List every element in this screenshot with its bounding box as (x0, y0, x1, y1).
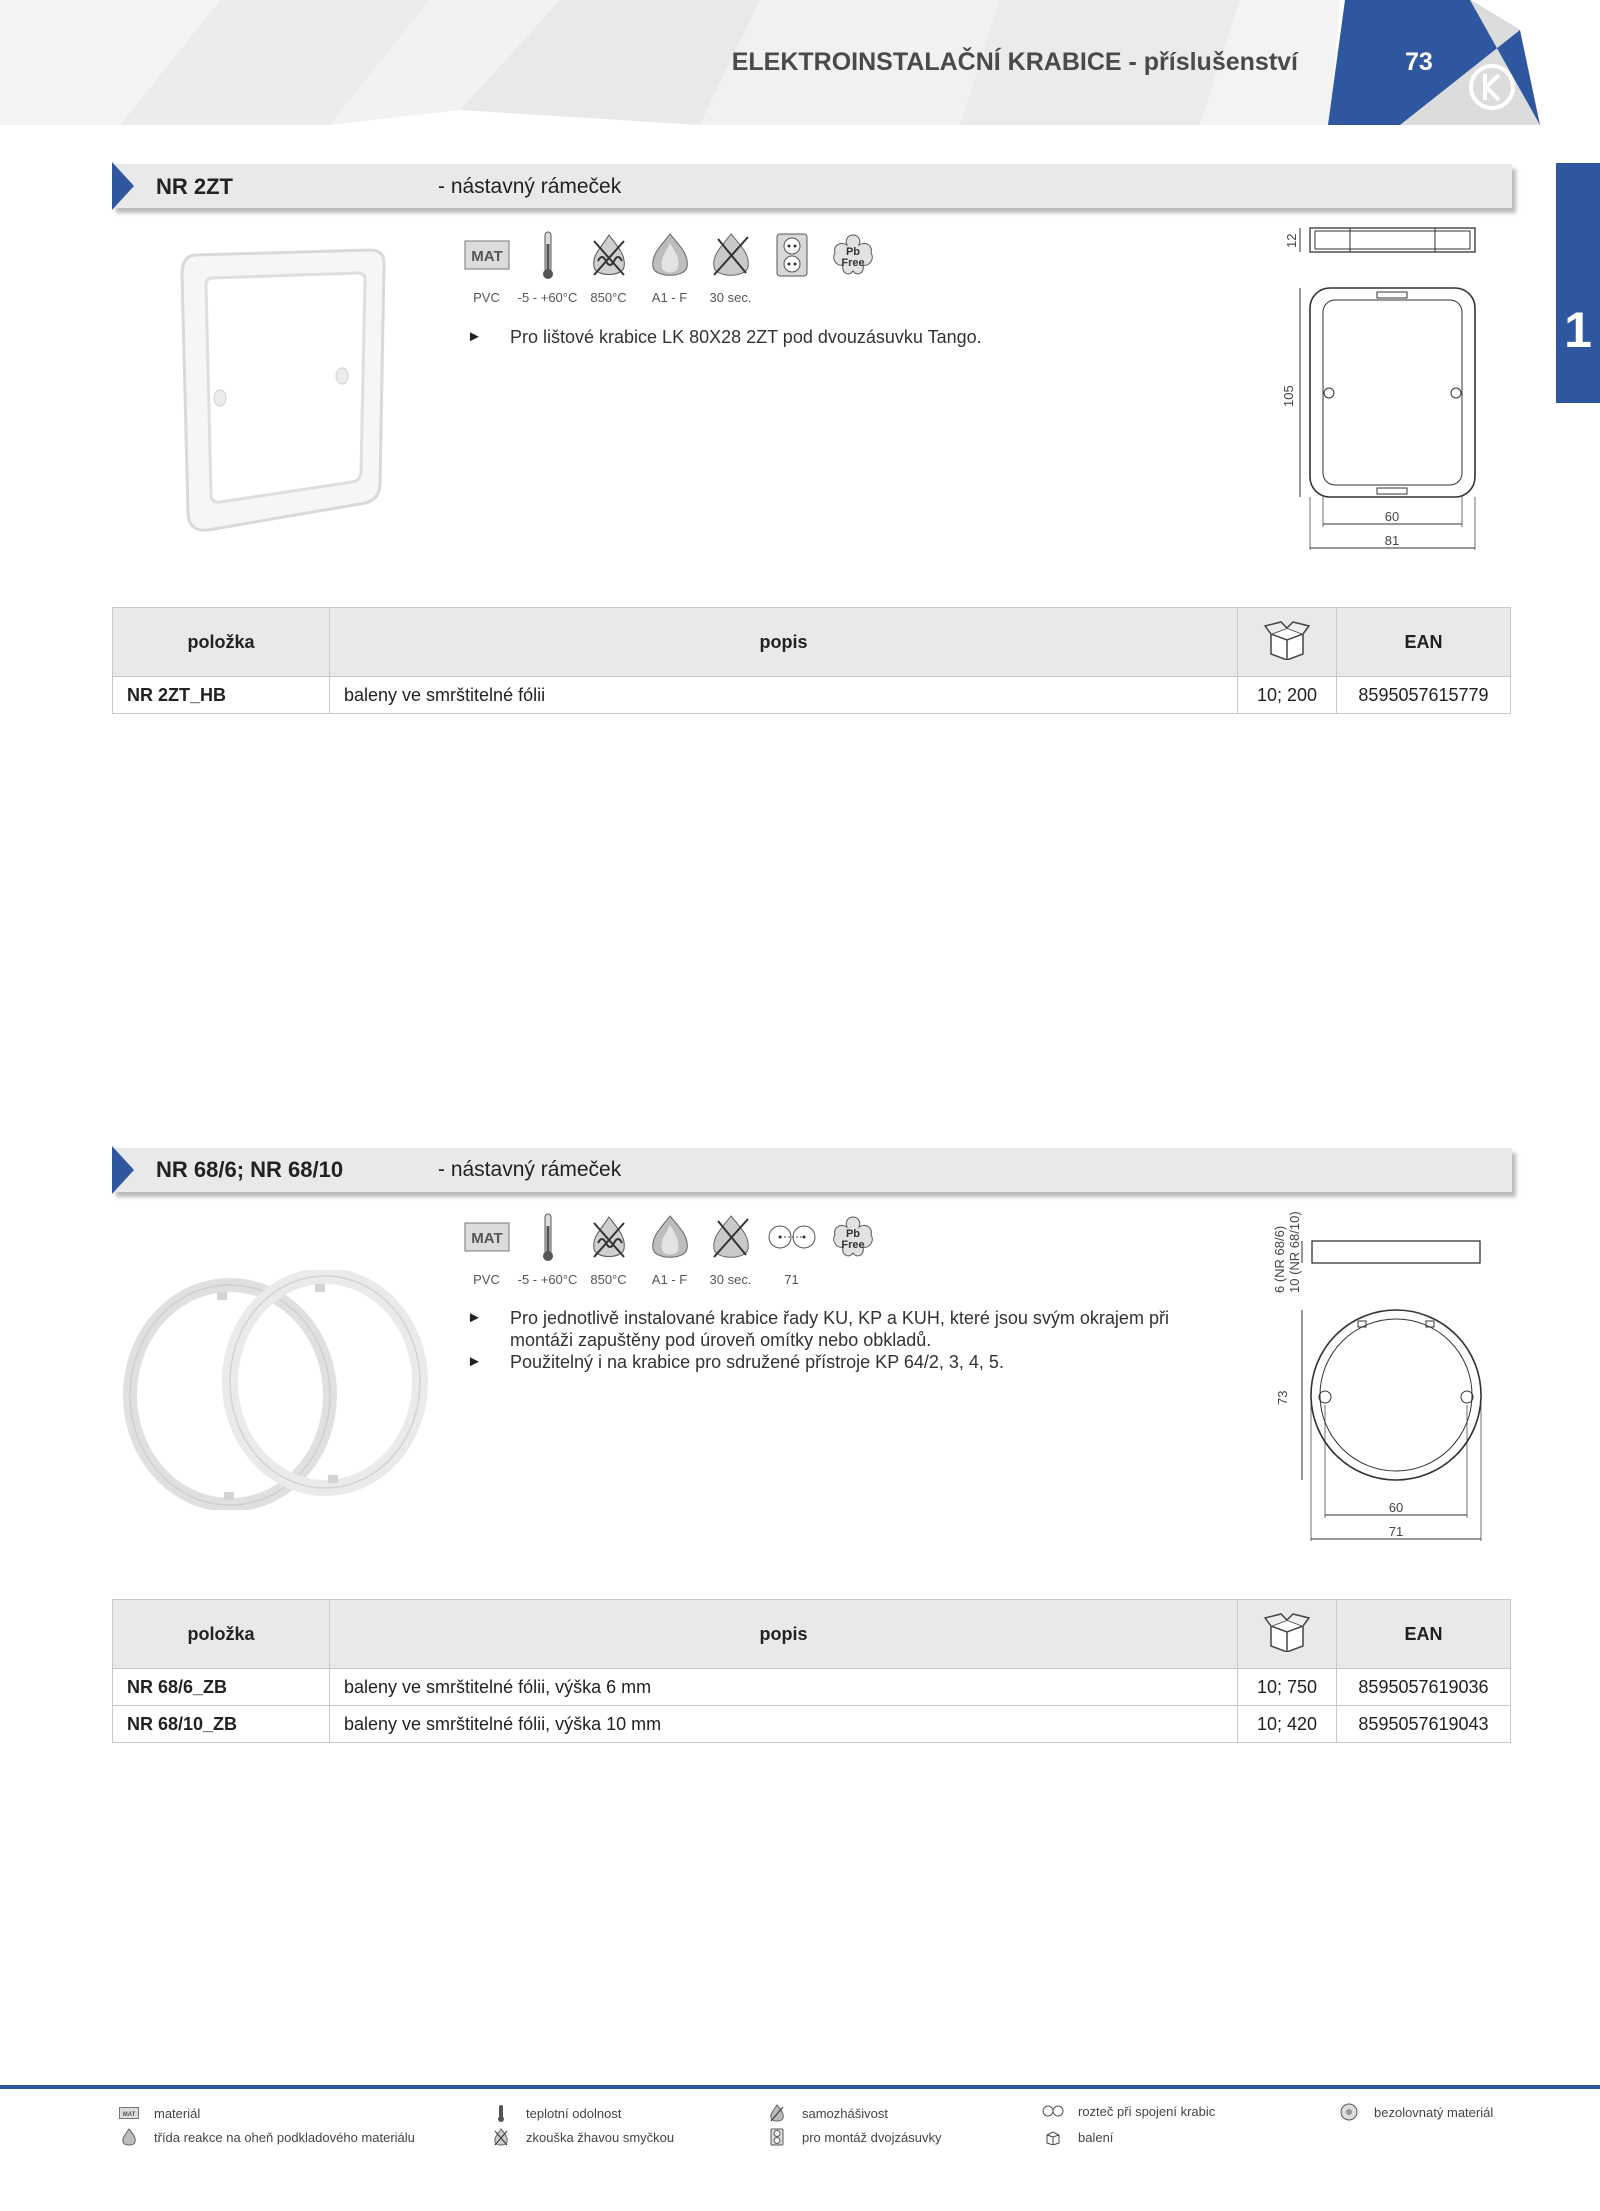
legend-item (766, 2104, 888, 2122)
legend-item (1042, 2128, 1113, 2146)
cell-code: NR 2ZT_HB (113, 677, 330, 714)
page-header-title: ELEKTROINSTALAČNÍ KRABICE - příslušenství (731, 48, 1298, 76)
svg-text:Free: Free (840, 1239, 865, 1251)
icon-label: 850°C (590, 290, 627, 305)
icon-label: 30 sec. (709, 1272, 752, 1287)
cell-pack: 10; 750 (1238, 1669, 1337, 1706)
cell-code: NR 68/6_ZB (113, 1669, 330, 1706)
cell-ean: 8595057619036 (1337, 1669, 1511, 1706)
thermometer-icon (540, 230, 556, 280)
icon-label: A1 - F (651, 290, 688, 305)
product-name: NR 68/6; NR 68/10 (156, 1157, 344, 1182)
frame-product-image (170, 240, 400, 540)
bullet-item: ► Pro jednotlivě instalované krabice řady KU, KP a KUH, které jsou svým okrajem při montáži zapuštěny pod úroveň omítky nebo obkladů. (467, 1307, 1187, 1351)
mat-icon (119, 2107, 139, 2119)
svg-text:MAT: MAT (470, 248, 503, 265)
double-socket-icon (775, 232, 809, 278)
glow-wire-icon (588, 1213, 630, 1261)
section-arrow-icon (112, 1146, 134, 1194)
flame-class-icon (649, 231, 691, 279)
svg-text:Free: Free (840, 257, 865, 269)
legend-item (490, 2128, 674, 2146)
product-table (112, 607, 1511, 714)
cell-ean: 8595057619043 (1337, 1706, 1511, 1743)
spacing-icon (1042, 2105, 1064, 2117)
svg-text:MAT: MAT (470, 1230, 503, 1247)
bullet-list (467, 326, 1187, 348)
col-header-item: položka (113, 1600, 330, 1669)
icon-label: -5 - +60°C (517, 1272, 578, 1287)
legend-label: rozteč při spojení krabic (1078, 2103, 1216, 2119)
legend-item (490, 2104, 621, 2122)
legend-label: teplotní odolnost (526, 2105, 622, 2121)
icon-label: -5 - +60°C (517, 290, 578, 305)
col-header-ean: EAN (1337, 608, 1511, 677)
dim-inner-width: 60 (1388, 1500, 1404, 1515)
dim-inner-width: 60 (1384, 509, 1400, 524)
dim-height-6: 6 (NR 68/6) (1272, 1225, 1287, 1293)
icon-label: 850°C (590, 1272, 627, 1287)
legend-label: materiál (154, 2105, 201, 2121)
property-icons (456, 228, 883, 305)
package-icon (1263, 620, 1311, 660)
self-extinguish-icon (769, 2104, 785, 2122)
cell-desc: baleny ve smrštitelné fólii (330, 677, 1238, 714)
icon-label: A1 - F (651, 1272, 688, 1287)
product-description: - nástavný rámeček (438, 175, 622, 198)
legend-item (1338, 2103, 1493, 2121)
col-header-desc: popis (330, 608, 1238, 677)
col-header-ean: EAN (1337, 1600, 1511, 1669)
thermometer-icon (540, 1212, 556, 1262)
package-icon (1263, 1612, 1311, 1652)
self-extinguish-icon (710, 231, 752, 279)
product-name: NR 2ZT (156, 174, 233, 199)
legend-label: samozhášivost (802, 2105, 888, 2121)
pb-free-icon (829, 1213, 877, 1261)
glow-wire-icon (588, 231, 630, 279)
bullet-item: ► Pro lištové krabice LK 80X28 2ZT pod dvouzásuvku Tango. (467, 326, 1187, 348)
svg-text:MAT: MAT (122, 2112, 136, 2118)
pb-free-icon (829, 231, 877, 279)
col-header-desc: popis (330, 1600, 1238, 1669)
cell-ean: 8595057615779 (1337, 677, 1511, 714)
ring-product-image (120, 1270, 430, 1510)
pb-free-icon (1339, 2103, 1359, 2121)
legend-label: bezolovnatý materiál (1374, 2104, 1494, 2120)
table-row (113, 1706, 1511, 1743)
col-header-item: položka (113, 608, 330, 677)
mat-icon (464, 240, 510, 270)
glow-wire-icon (493, 2128, 509, 2146)
section-arrow-icon (112, 162, 134, 210)
legend-label: pro montáž dvojzásuvky (802, 2129, 942, 2145)
cell-desc: baleny ve smrštitelné fólii, výška 10 mm (330, 1706, 1238, 1743)
legend-label: balení (1078, 2129, 1114, 2145)
icon-label: 71 (784, 1272, 799, 1287)
dim-vertical: 73 (1275, 1390, 1290, 1405)
spacing-icon (767, 1222, 817, 1252)
col-header-pack (1238, 608, 1337, 677)
property-icons (456, 1210, 883, 1287)
legend-item (118, 2128, 415, 2146)
cell-desc: baleny ve smrštitelné fólii, výška 6 mm (330, 1669, 1238, 1706)
legend-item (766, 2128, 941, 2146)
chapter-tab: 1 (1556, 163, 1600, 403)
dim-outer-width: 71 (1388, 1524, 1404, 1539)
bullet-list (467, 1307, 1187, 1373)
double-socket-icon (770, 2128, 784, 2146)
table-row (113, 1669, 1511, 1706)
icon-label: PVC (473, 1272, 500, 1287)
dim-vertical: 105 (1281, 385, 1296, 407)
legend-label: třída reakce na oheň podkladového materiálu (154, 2129, 415, 2145)
cell-pack: 10; 420 (1238, 1706, 1337, 1743)
flame-class-icon (649, 1213, 691, 1261)
dim-height-10: 10 (NR 68/10) (1287, 1211, 1302, 1293)
page-number: 73 (1405, 48, 1433, 76)
cell-code: NR 68/10_ZB (113, 1706, 330, 1743)
cell-pack: 10; 200 (1238, 677, 1337, 714)
legend-item (1042, 2102, 1215, 2120)
section-bar (112, 164, 1512, 208)
dim-outer-width: 81 (1384, 533, 1400, 548)
technical-drawing (1255, 215, 1495, 555)
mat-icon (464, 1222, 510, 1252)
product-description: - nástavný rámeček (438, 1158, 622, 1181)
icon-label: PVC (473, 290, 500, 305)
self-extinguish-icon (710, 1213, 752, 1261)
bullet-item: ► Použitelný i na krabice pro sdružené přístroje KP 64/2, 3, 4, 5. (467, 1351, 1187, 1373)
thermometer-icon (497, 2104, 505, 2122)
dim-height: 12 (1284, 233, 1299, 248)
icon-label: 30 sec. (709, 290, 752, 305)
svg-text:Pb: Pb (845, 1228, 860, 1240)
footer-divider (0, 2085, 1600, 2089)
table-row (113, 677, 1511, 714)
legend-item (118, 2104, 200, 2122)
svg-text:Pb: Pb (845, 246, 860, 258)
flame-class-icon (121, 2128, 137, 2146)
package-icon (1043, 2129, 1063, 2145)
product-table (112, 1599, 1511, 1743)
col-header-pack (1238, 1600, 1337, 1669)
legend-label: zkouška žhavou smyčkou (526, 2129, 675, 2145)
technical-drawing (1250, 1205, 1500, 1545)
